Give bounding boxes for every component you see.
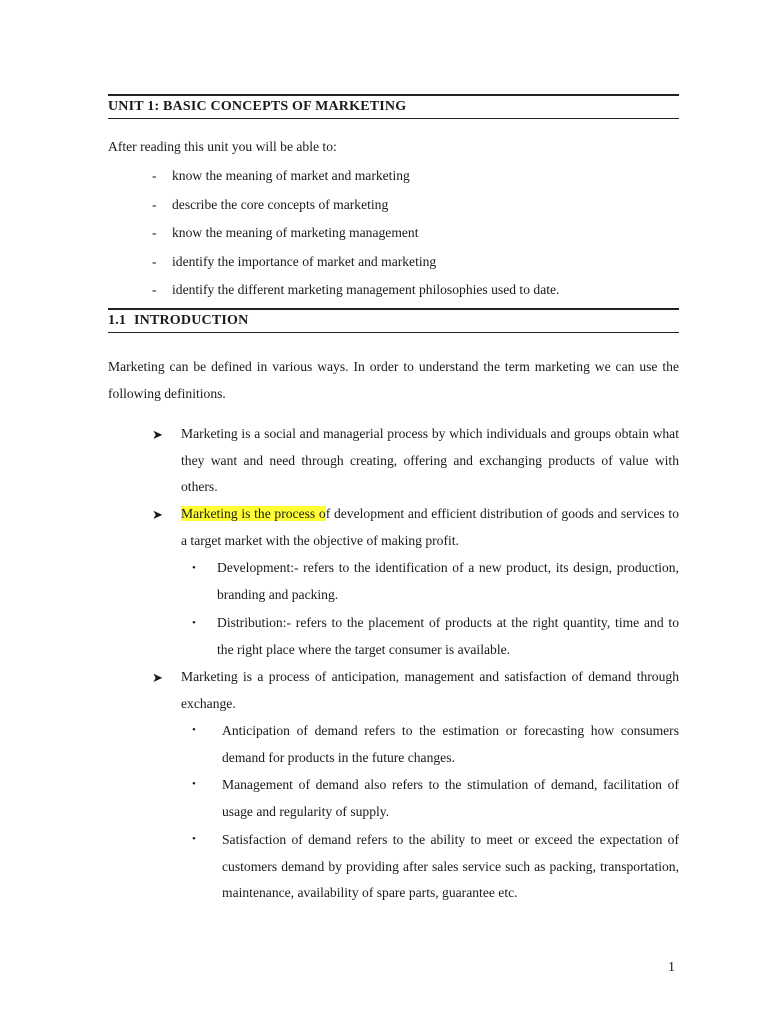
definition-2-rest: f development and efficient distribution of goods and services to a target market with the objective of making profit. (181, 506, 679, 548)
definition-3: Marketing is a process of anticipation, management and satisfaction of demand through exchange. (181, 669, 679, 711)
arrow-bullet-icon: ➤ (152, 507, 163, 522)
unit-title: UNIT 1: BASIC CONCEPTS OF MARKETING (108, 99, 407, 114)
dash-marker: - (152, 168, 157, 183)
definition-3-sub-2: Management of demand also refers to the stimulation of demand, facilitation of usage and regularity of supply. (222, 777, 679, 819)
objectives-intro: After reading this unit you will be able to: (108, 139, 337, 154)
dot-bullet-icon: • (192, 724, 196, 736)
arrow-bullet-icon: ➤ (152, 427, 163, 442)
page-number: 1 (668, 960, 675, 975)
section-title: INTRODUCTION (134, 313, 249, 328)
dash-marker: - (152, 282, 157, 297)
objective-item: identify the different marketing management philosophies used to date. (172, 282, 560, 297)
dot-bullet-icon: • (192, 833, 196, 845)
definition-2-sub-1: Development:- refers to the identification of a new product, its design, production, branding and packing. (217, 560, 679, 602)
dot-bullet-icon: • (192, 617, 196, 629)
objective-item: identify the importance of market and marketing (172, 254, 437, 269)
definition-2 (181, 501, 679, 554)
arrow-bullet-icon: ➤ (152, 670, 163, 685)
intro-paragraph: Marketing can be defined in various ways. In order to understand the term marketing we can use the following definitions. (108, 359, 679, 401)
definition-1: Marketing is a social and managerial process by which individuals and groups obtain what they want and need through creating, offering and exchanging products of value with others. (181, 426, 679, 495)
dash-marker: - (152, 197, 157, 212)
definition-3-sub-1: Anticipation of demand refers to the estimation or forecasting how consumers demand for products in the future changes. (222, 723, 679, 765)
section-number: 1.1 (108, 313, 127, 328)
section-heading (108, 308, 679, 333)
objective-item: describe the core concepts of marketing (172, 197, 389, 212)
dash-marker: - (152, 254, 157, 269)
dot-bullet-icon: • (192, 778, 196, 790)
unit-heading (108, 94, 679, 119)
objective-item: know the meaning of marketing management (172, 225, 419, 240)
definition-2-sub-2: Distribution:- refers to the placement of products at the right quantity, time and to the right place where the target consumer is available. (217, 615, 679, 657)
dot-bullet-icon: • (192, 562, 196, 574)
dash-marker: - (152, 225, 157, 240)
objective-item: know the meaning of market and marketing (172, 168, 410, 183)
highlighted-text: Marketing is the process o (181, 506, 326, 521)
definition-3-sub-3: Satisfaction of demand refers to the ability to meet or exceed the expectation of customers demand by providing after sales service such as packing, transportation, maintenance, availability of spare parts, guarantee etc. (222, 832, 679, 901)
